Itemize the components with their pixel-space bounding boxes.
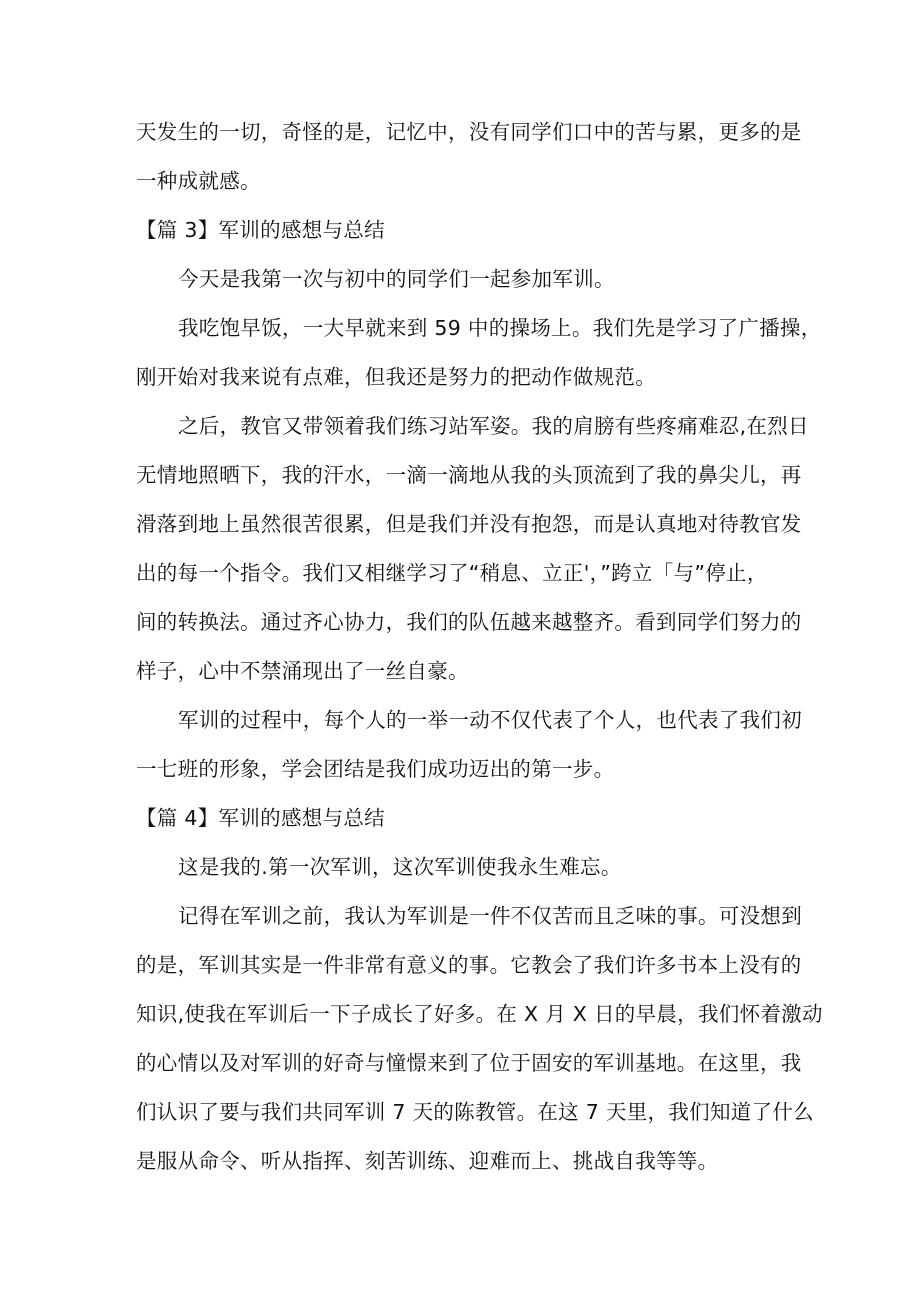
- paragraph-line: 滑落到地上虽然很苦很累，但是我们并没有抱怨，而是认真地对待教官发: [136, 512, 802, 536]
- paragraph-line: 间的转换法。通过齐心协力，我们的队伍越来越整齐。看到同学们努力的: [136, 610, 802, 634]
- paragraph-line: 今天是我第一次与初中的同学们一起参加军训。: [178, 267, 615, 291]
- paragraph-line: 一七班的形象，学会团结是我们成功迈出的第一步。: [136, 757, 615, 781]
- paragraph-line: 知识,使我在军训后一下子成长了好多。在 X 月 X 日的早晨，我们怀着激动: [136, 1002, 823, 1026]
- section-heading-3: 【篇 3】军训的感想与总结: [136, 218, 385, 242]
- paragraph-line: 样子，心中不禁涌现出了一丝自豪。: [136, 659, 469, 683]
- paragraph-line: 之后，教官又带领着我们练习站军姿。我的肩膀有些疼痛难忍,在烈日: [178, 414, 809, 438]
- paragraph-line: 出的每一个指令。我们又相继学习了“稍息、立正'，”跨立「与”停止，: [136, 561, 768, 585]
- paragraph-line: 天发生的一切，奇怪的是，记忆中，没有同学们口中的苦与累，更多的是: [136, 120, 802, 144]
- paragraph-line: 的心情以及对军训的好奇与憧憬来到了位于固安的军训基地。在这里，我: [136, 1051, 802, 1075]
- paragraph-line: 我吃饱早饭，一大早就来到 59 中的操场上。我们先是学习了广播操，: [178, 316, 822, 340]
- paragraph-line: 们认识了要与我们共同军训 7 天的陈教管。在这 7 天里，我们知道了什么: [136, 1100, 814, 1124]
- paragraph-line: 一种成就感。: [136, 169, 261, 193]
- paragraph-line: 军训的过程中，每个人的一举一动不仅代表了个人，也代表了我们初: [178, 708, 802, 732]
- paragraph-line: 是服从命令、听从指挥、刻苦训练、迎难而上、挑战自我等等。: [136, 1149, 719, 1173]
- paragraph-line: 记得在军训之前，我认为军训是一件不仅苦而且乏味的事。可没想到: [178, 904, 802, 928]
- section-heading-4: 【篇 4】军训的感想与总结: [136, 806, 385, 830]
- paragraph-line: 无情地照晒下，我的汗水，一滴一滴地从我的头顶流到了我的鼻尖儿，再: [136, 463, 802, 487]
- paragraph-line: 这是我的.第一次军训，这次军训使我永生难忘。: [178, 855, 622, 879]
- paragraph-line: 刚开始对我来说有点难，但我还是努力的把动作做规范。: [136, 365, 656, 389]
- paragraph-line: 的是，军训其实是一件非常有意义的事。它教会了我们许多书本上没有的: [136, 953, 802, 977]
